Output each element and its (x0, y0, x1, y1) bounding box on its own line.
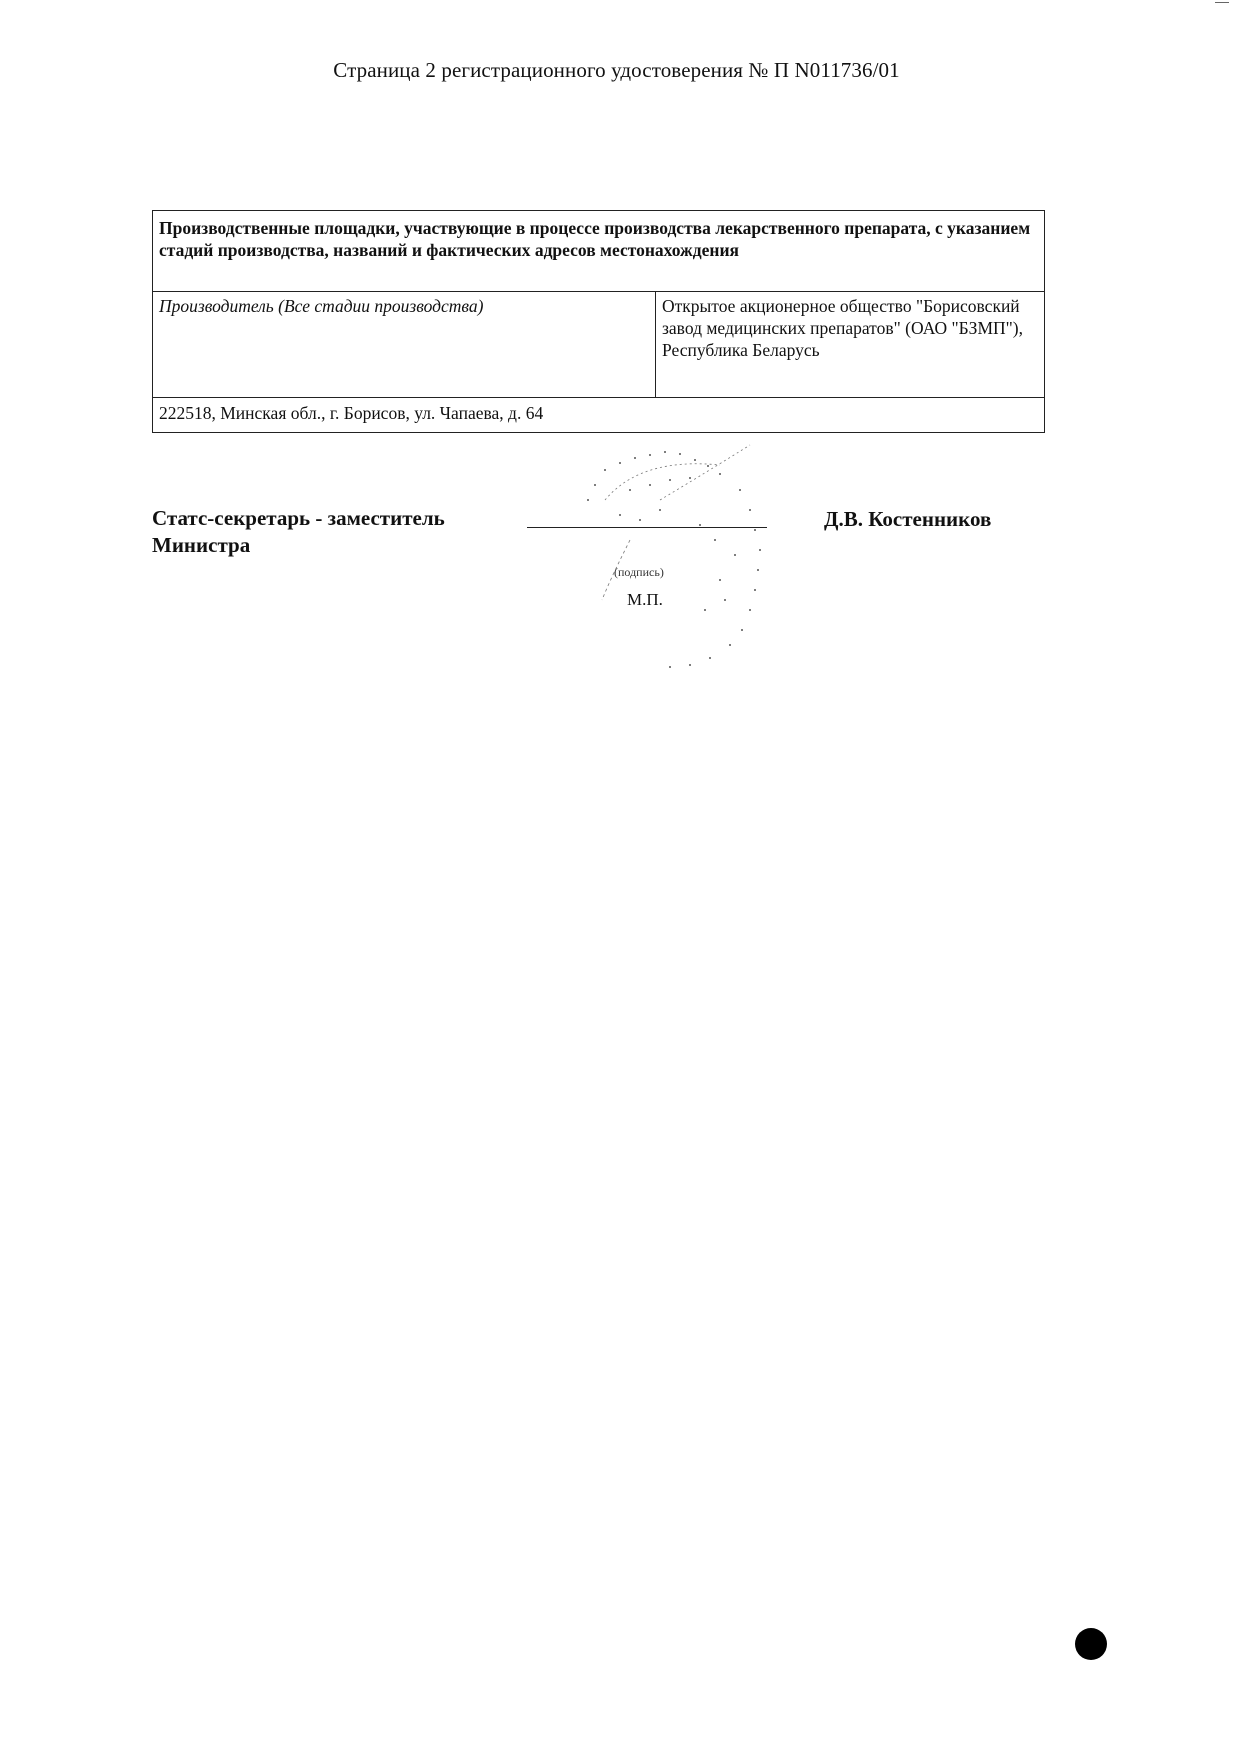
signature-caption: (подпись) (614, 565, 664, 579)
manufacturer-role: Производитель (Все стадии производства) (153, 292, 656, 398)
table-heading: Производственные площадки, участвующие в процессе производства лекарственного препарата, с указанием стадий производства, названий и фактических адресов местонахождения (153, 211, 1045, 292)
scan-edge-mark (1215, 2, 1229, 3)
table-heading-row (153, 211, 1045, 292)
signature-line (527, 527, 767, 528)
page-header: Страница 2 регистрационного удостоверения № П N011736/01 (333, 58, 900, 82)
manufacturer-address: 222518, Минская обл., г. Борисов, ул. Чапаева, д. 64 (153, 398, 1045, 433)
stamp-label: М.П. (627, 590, 663, 609)
signer-title: Статс-секретарь - заместитель Министра (152, 506, 445, 557)
production-sites-table (152, 210, 1045, 433)
signer-name: Д.В. Костенников (824, 507, 992, 531)
scan-registration-dot (1075, 1628, 1107, 1660)
table-row (153, 398, 1045, 433)
manufacturer-organization: Открытое акционерное общество "Борисовский завод медицинских препаратов" (ОАО "БЗМП"), Республика Беларусь (656, 292, 1045, 398)
table-row (153, 292, 1045, 398)
signature-block (152, 505, 1045, 645)
